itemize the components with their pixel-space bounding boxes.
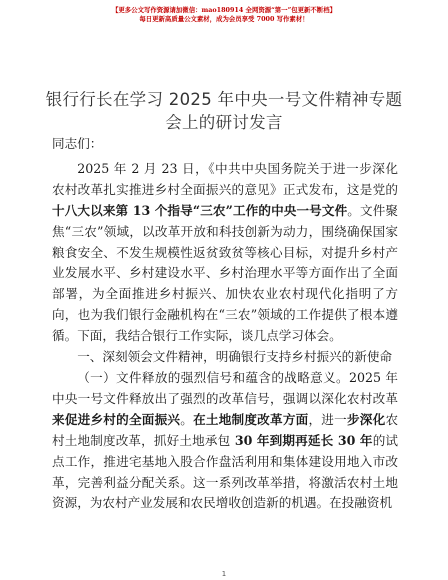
para2-bold-4: 30 年到期再延长 30 年: [230, 432, 373, 448]
para2-text-3: ，进一: [308, 411, 347, 427]
document-body: [52, 134, 398, 514]
intro-bold-text: 十八大以来第 13 个指导“三农”工作的中央一号文件: [52, 202, 348, 218]
para2-bold-1: 来促进乡村的全面振兴: [52, 411, 181, 427]
para2-text-1: 2025 年中央一号文件释放出了强烈的改革信号，强调以深化农村改革: [52, 369, 398, 406]
paragraph-intro: [52, 159, 398, 347]
title-line-2: 会上的研讨发言: [165, 113, 283, 132]
para2-bold-2: 在土地制度改革方面: [193, 411, 309, 427]
document-title: [40, 88, 408, 134]
banner-line-2: 每日更新高质量公文素材，成为会员享受 7000 写作素材！: [139, 15, 309, 23]
para2-text-5: 的试点工作，推进宅基地入股合作盘活利用和集体建设用地入市改革，完善利益分配关系。这一系列改革举措，将激活农村土地资源，为农村产业发展和农民增收创造新的机遇。在投融资机: [52, 432, 399, 511]
banner-line-1: 【更多公文写作资源请加微信：mao180914 全网资源“第一”包更新不断档】: [112, 6, 336, 14]
para2-text-4: 农村土地制度改革，抓好土地承包: [52, 411, 399, 448]
intro-text-1: 2025 年 2 月 23 日，《中共中央国务院关于进一步深化农村改革扎实推进乡村全面振兴的意见》正式发布，这是党的: [52, 160, 398, 197]
greeting: 同志们：: [52, 136, 103, 151]
promo-banner: [0, 6, 448, 24]
title-line-1: 银行行长在学习 2025 年中央一号文件精神专题: [45, 90, 403, 109]
subsection-heading-1: （一）文件释放的强烈信号和蕴含的战略意义。: [77, 369, 349, 385]
intro-text-2: 。文件聚焦“三农”领域，以改革开放和科技创新为动力，围绕确保国家粮食安全、不发生规模性返贫致贫等核心目标，对提升乡村产业发展水平、乡村建设水平、乡村治理水平等方面作出了全面部署，为全面推进乡村振兴、加快农业农村现代化指明了方向，也为我们银行金融机构在“三农”领域的工作提供了根本遵循。下面，我结合银行工作实际，谈几点学习体会。: [52, 202, 398, 344]
page-number: 1: [221, 570, 227, 578]
subsection-paragraph: [52, 368, 398, 514]
section-heading-1: 一、深刻领会文件精神，明确银行支持乡村振兴的新使命: [77, 349, 393, 365]
para2-bold-3: 步深化: [346, 411, 386, 427]
para2-text-2: 。: [180, 411, 194, 427]
